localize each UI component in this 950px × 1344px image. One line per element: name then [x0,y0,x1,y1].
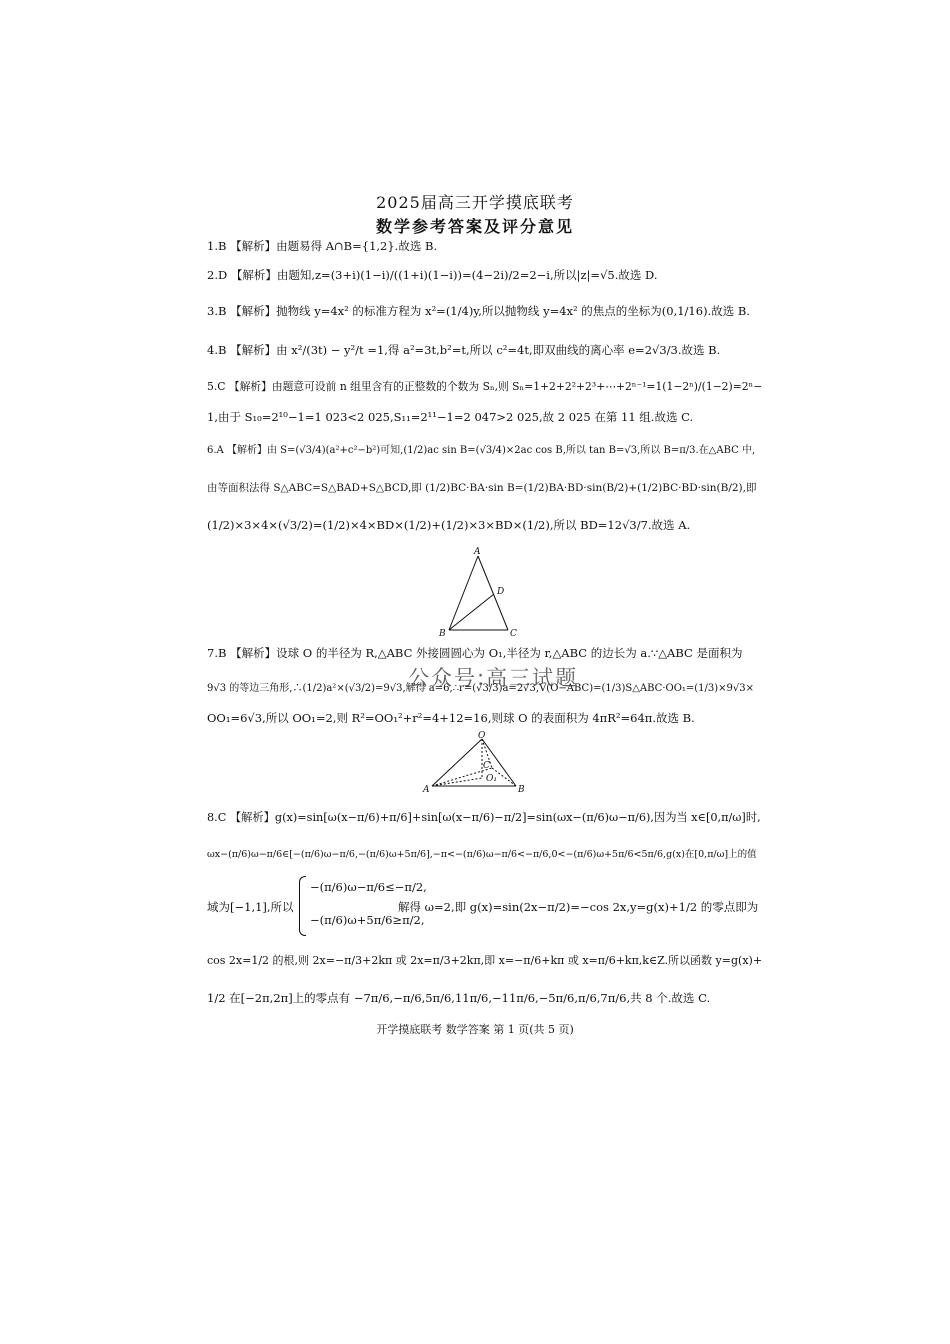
label-c: C [483,761,490,771]
answer-8-line-4: cos 2x=1/2 的根,则 2x=−π/3+2kπ 或 2x=π/3+2kπ,即 x=−π/6+kπ 或 x=π/6+kπ,k∈Z.所以函数 y=g(x)+ [207,954,763,967]
answer-1: 1.B 【解析】由题易得 A∩B={1,2}.故选 B. [207,239,438,253]
page-subtitle: 数学参考答案及评分意见 [375,217,574,236]
answer-2: 2.D 【解析】由题知,z=(3+i)(1−i)/((1+i)(1−i))=(4−2i)/2=2−i,所以|z|=√5.故选 D. [207,268,658,282]
answer-6-line-1: 6.A 【解析】由 S=(√3/4)(a²+c²−b²)可知,(1/2)ac sin B=(√3/4)×2ac cos B,所以 tan B=√3,所以 B=π/3.在△ABC 中, [207,445,756,456]
answer-6-line-2: 由等面积法得 S△ABC=S△BAD+S△BCD,即 (1/2)BC·BA·sin B=(1/2)BA·BD·sin(B/2)+(1/2)BC·BD·sin(B/2),即 [207,482,757,494]
answer-7-line-3: OO₁=6√3,所以 OO₁=2,则 R²=OO₁²+r²=4+12=16,则球 O 的表面积为 4πR²=64π.故选 B. [207,711,695,725]
answer-8-line-2: ωx−(π/6)ω−π/6∈[−(π/6)ω−π/6,−(π/6)ω+5π/6],−π<−(π/6)ω−π/6<−π/6,0<−(π/6)ω+5π/6<5π/6,g(x)在[0,π/ω]上的值 [207,849,757,860]
page-footer: 开学摸底联考 数学答案 第 1 页(共 5 页) [376,1023,574,1036]
label-a: A [423,785,430,794]
label-d: D [497,587,505,597]
answer-5-line-2: 1,由于 S₁₀=2¹⁰−1=1 023<2 025,S₁₁=2¹¹−1=2 047>2 025,故 2 025 在第 11 组.故选 C. [207,410,694,424]
page-title: 2025届高三开学摸底联考 [376,193,574,212]
answer-8-line-3a: 域为[−1,1],所以 [207,900,294,914]
triangle-abd-figure [432,546,532,640]
answer-7-line-1: 7.B 【解析】设球 O 的半径为 R,△ABC 外接圆圆心为 O₁,半径为 r,△ABC 的边长为 a.∵△ABC 是面积为 [207,646,743,660]
answer-7-line-2: 9√3 的等边三角形,∴(1/2)a²×(√3/2)=9√3,解得 a=6,∴r=(√3/3)a=2√3,V(O−ABC)=(1/3)S△ABC·OO₁=(1/3)×9√3× [207,683,755,694]
label-b: B [439,629,446,639]
answer-5-line-1: 5.C 【解析】由题意可设前 n 组里含有的正整数的个数为 Sₙ,则 Sₙ=1+2+2²+2³+⋯+2ⁿ⁻¹=1(1−2ⁿ)/(1−2)=2ⁿ− [207,380,763,393]
answer-8-line-1: 8.C 【解析】g(x)=sin[ω(x−π/6)+π/6]+sin[ω(x−π/6)−π/2]=sin(ωx−(π/6)ω−π/6),因为当 x∈[0,π/ω]时, [207,811,761,824]
label-o1: O₁ [486,774,497,784]
equation-system-line-1: −(π/6)ω−π/6≤−π/2, [310,880,427,894]
watermark: 公众号:高三试题 [408,666,579,690]
label-c: C [510,629,517,639]
equation-system-line-2: −(π/6)ω+5π/6≥π/2, [310,913,425,927]
answer-8-line-3b: 解得 ω=2,即 g(x)=sin(2x−π/2)=−cos 2x,y=g(x)+1/2 的零点即为 [398,900,759,914]
label-b: B [518,785,525,794]
answer-3: 3.B 【解析】抛物线 y=4x² 的标准方程为 x²=(1/4)y,所以抛物线 y=4x² 的焦点的坐标为(0,1/16).故选 B. [207,304,750,318]
answer-4: 4.B 【解析】由 x²/(3t) − y²/t =1,得 a²=3t,b²=t,所以 c²=4t,即双曲线的离心率 e=2√3/3.故选 B. [207,343,721,357]
answer-6-line-3: (1/2)×3×4×(√3/2)=(1/2)×4×BD×(1/2)+(1/2)×3×BD×(1/2),所以 BD=12√3/7.故选 A. [207,518,691,532]
label-a: A [474,547,481,557]
answer-8-line-5: 1/2 在[−2π,2π]上的零点有 −7π/6,−π/6,5π/6,11π/6,−11π/6,−5π/6,π/6,7π/6,共 8 个.故选 C. [207,991,711,1005]
label-o: O [478,731,486,741]
equation-system-brace [299,876,306,936]
pyramid-o-abc-figure [420,730,530,794]
